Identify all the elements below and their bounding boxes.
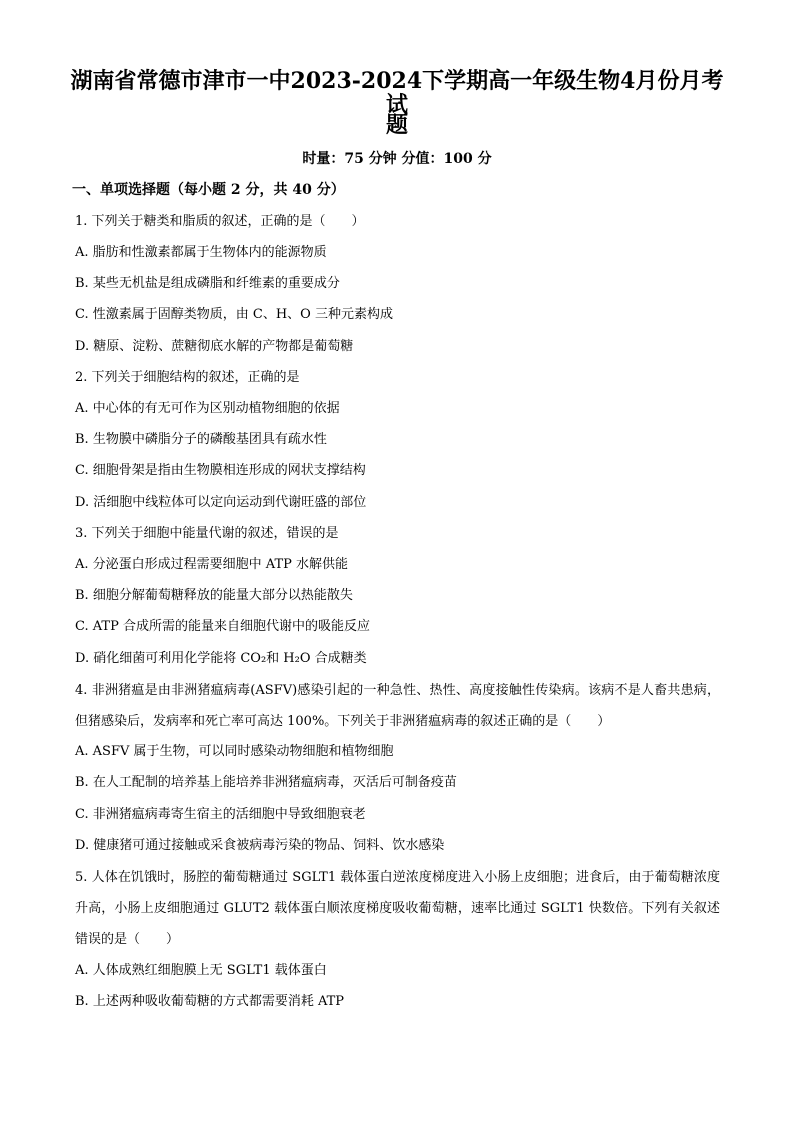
question-1-option-c: C. 性激素属于固醇类物质，由 C、H、O 三种元素构成 (75, 307, 393, 322)
question-2-option-d: D. 活细胞中线粒体可以定向运动到代谢旺盛的部位 (75, 495, 367, 510)
question-4-option-b: B. 在人工配制的培养基上能培养非洲猪瘟病毒，灭活后可制备疫苗 (75, 775, 457, 790)
question-3-option-d: D. 硝化细菌可利用化学能将 CO₂和 H₂O 合成糖类 (75, 651, 367, 666)
question-3-option-a: A. 分泌蛋白形成过程需要细胞中 ATP 水解供能 (75, 557, 349, 572)
question-1-option-b: B. 某些无机盐是组成磷脂和纤维素的重要成分 (75, 276, 340, 291)
question-1-option-a: A. 脂肪和性激素都属于生物体内的能源物质 (75, 245, 327, 260)
question-3-option-b: B. 细胞分解葡萄糖释放的能量大部分以热能散失 (75, 588, 353, 603)
question-4-option-c: C. 非洲猪瘟病毒寄生宿主的活细胞中导致细胞衰老 (75, 807, 366, 822)
question-4-stem: 4. 非洲猪瘟是由非洲猪瘟病毒(ASFV)感染引起的一种急性、热性、高度接触性传染病。该病不是人畜共患病，但猪感染后，发病率和死亡率可高达 100%。下列关于非洲猪瘟病毒的叙述正确的是（ ） (75, 683, 720, 729)
question-1-option-d: D. 糖原、淀粉、蔗糖彻底水解的产物都是葡萄糖 (75, 339, 354, 354)
question-4-option-a: A. ASFV 属于生物，可以同时感染动物细胞和植物细胞 (75, 744, 394, 759)
exam-title-continued: 题 (385, 112, 408, 138)
question-5-option-a: A. 人体成熟红细胞膜上无 SGLT1 载体蛋白 (75, 963, 327, 978)
question-2-option-a: A. 中心体的有无可作为区别动植物细胞的依据 (75, 401, 340, 416)
section-heading: 一、单项选择题（每小题 2 分，共 40 分） (72, 182, 345, 198)
question-4-option-d: D. 健康猪可通过接触或采食被病毒污染的物品、饲料、饮水感染 (75, 838, 445, 853)
question-2-stem: 2. 下列关于细胞结构的叙述，正确的是 (75, 370, 300, 385)
question-2-option-b: B. 生物膜中磷脂分子的磷酸基团具有疏水性 (75, 432, 327, 447)
question-1-stem: 1. 下列关于糖类和脂质的叙述，正确的是（ ） (75, 214, 365, 229)
question-3-stem: 3. 下列关于细胞中能量代谢的叙述，错误的是 (75, 526, 339, 541)
question-5-option-b: B. 上述两种吸收葡萄糖的方式都需要消耗 ATP (75, 994, 345, 1009)
exam-time-score: 时量：75 分钟 分值：100 分 (302, 151, 492, 167)
question-3-option-c: C. ATP 合成所需的能量来自细胞代谢中的吸能反应 (75, 619, 370, 634)
question-5-stem: 5. 人体在饥饿时，肠腔的葡萄糖通过 SGLT1 载体蛋白逆浓度梯度进入小肠上皮细胞；进食后，由于葡萄糖浓度升高，小肠上皮细胞通过 GLUT2 载体蛋白顺浓度梯度吸收葡萄糖，速率比通过 SGLT1 快数倍。下列有关叙述错误的是（ ） (75, 870, 720, 947)
question-2-option-c: C. 细胞骨架是指由生物膜相连形成的网状支撑结构 (75, 463, 366, 478)
exam-title: 湖南省常德市津市一中2023-2024下学期高一年级生物4月份月考试 (70, 68, 724, 118)
